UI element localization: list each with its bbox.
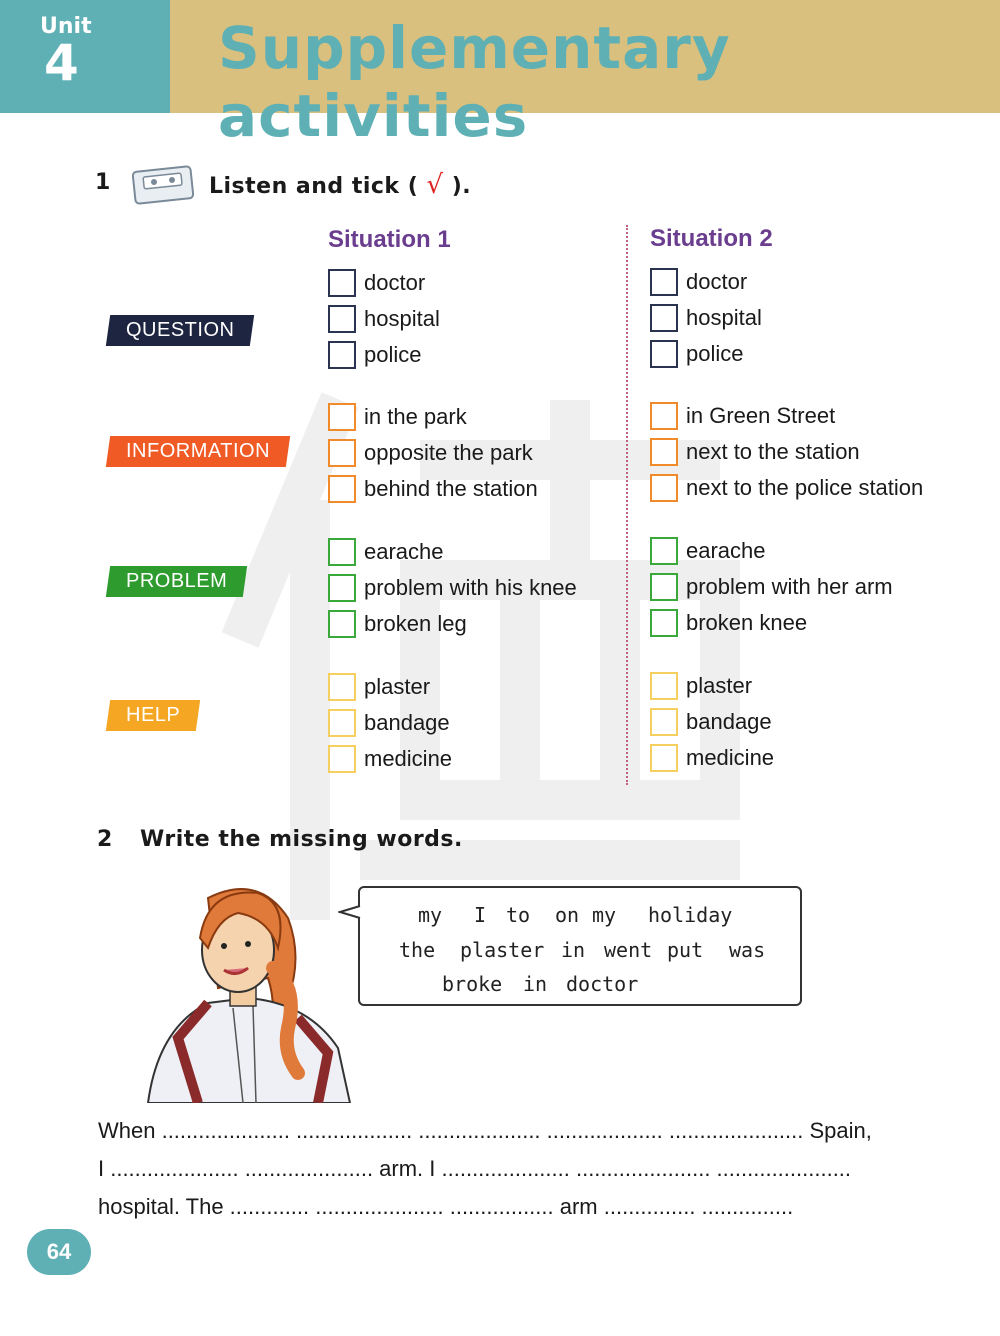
word-my: my bbox=[418, 903, 443, 927]
title-text-start: Listen and tick ( bbox=[209, 174, 419, 199]
word-i: I bbox=[474, 903, 487, 927]
unit-label: Unit bbox=[40, 14, 92, 39]
section1-number: 1 bbox=[95, 170, 111, 195]
s2-option-earache[interactable]: earache bbox=[650, 536, 766, 566]
speech-bubble-tail bbox=[338, 902, 362, 922]
checkbox[interactable] bbox=[328, 709, 356, 737]
checkbox[interactable] bbox=[650, 340, 678, 368]
s2-option-broken-knee[interactable]: broken knee bbox=[650, 608, 807, 638]
checkbox[interactable] bbox=[650, 474, 678, 502]
word-was: was bbox=[729, 938, 766, 962]
s1-option-police[interactable]: police bbox=[328, 340, 421, 370]
word-the: the bbox=[399, 938, 436, 962]
situation2-heading: Situation 2 bbox=[650, 225, 773, 252]
tag-problem: PROBLEM bbox=[106, 566, 248, 597]
s1-option-plaster[interactable]: plaster bbox=[328, 672, 430, 702]
checkbox[interactable] bbox=[328, 538, 356, 566]
word-went: went bbox=[604, 938, 653, 962]
checkbox[interactable] bbox=[650, 672, 678, 700]
checkbox[interactable] bbox=[328, 574, 356, 602]
page-title: Supplementary activities bbox=[218, 14, 731, 150]
s1-option-doctor[interactable]: doctor bbox=[328, 268, 425, 298]
checkbox[interactable] bbox=[650, 744, 678, 772]
situation1-heading: Situation 1 bbox=[328, 226, 451, 253]
checkbox[interactable] bbox=[650, 402, 678, 430]
word-plaster: plaster bbox=[460, 938, 545, 962]
tick-symbol: √ bbox=[426, 170, 444, 200]
checkbox[interactable] bbox=[328, 341, 356, 369]
checkbox[interactable] bbox=[328, 475, 356, 503]
s2-option-next-to-station[interactable]: next to the station bbox=[650, 437, 860, 467]
s1-option-behind-the-station[interactable]: behind the station bbox=[328, 474, 538, 504]
column-divider bbox=[626, 225, 628, 785]
checkbox[interactable] bbox=[650, 609, 678, 637]
word-in: in bbox=[561, 938, 586, 962]
word-doctor: doctor bbox=[566, 972, 639, 996]
word-to: to bbox=[506, 903, 531, 927]
tag-question: QUESTION bbox=[106, 315, 255, 346]
s2-option-doctor[interactable]: doctor bbox=[650, 267, 747, 297]
checkbox[interactable] bbox=[650, 438, 678, 466]
checkbox[interactable] bbox=[328, 610, 356, 638]
s1-option-broken-leg[interactable]: broken leg bbox=[328, 609, 467, 639]
unit-number: 4 bbox=[44, 34, 79, 92]
tag-help: HELP bbox=[106, 700, 201, 731]
checkbox[interactable] bbox=[650, 537, 678, 565]
checkbox[interactable] bbox=[328, 403, 356, 431]
checkbox[interactable] bbox=[328, 269, 356, 297]
s1-option-bandage[interactable]: bandage bbox=[328, 708, 450, 738]
word-my-2: my bbox=[592, 903, 617, 927]
checkbox[interactable] bbox=[328, 305, 356, 333]
title-bar bbox=[170, 0, 1000, 150]
fill-in-line-3[interactable]: hospital. The ............. ..................... ................. arm ............... ............... bbox=[98, 1194, 794, 1219]
section2-number: 2 bbox=[97, 827, 113, 852]
word-in-2: in bbox=[523, 972, 548, 996]
s2-option-hospital[interactable]: hospital bbox=[650, 303, 762, 333]
fill-in-line-1[interactable]: When ..................... ................... .................... ................... ...................... Spain, bbox=[98, 1118, 872, 1143]
word-put: put bbox=[667, 938, 704, 962]
checkbox[interactable] bbox=[650, 708, 678, 736]
s2-option-police[interactable]: police bbox=[650, 339, 743, 369]
unit-badge bbox=[0, 0, 170, 113]
tag-information: INFORMATION bbox=[106, 436, 290, 467]
fill-in-line-2[interactable]: I ..................... ..................... arm. I ..................... ...................... ...................... bbox=[98, 1156, 852, 1181]
s2-option-plaster[interactable]: plaster bbox=[650, 671, 752, 701]
checkbox[interactable] bbox=[650, 304, 678, 332]
word-on: on bbox=[555, 903, 580, 927]
s2-option-arm[interactable]: problem with her arm bbox=[650, 572, 893, 602]
s2-option-bandage[interactable]: bandage bbox=[650, 707, 772, 737]
cassette-tape-icon bbox=[130, 163, 196, 207]
s1-option-medicine[interactable]: medicine bbox=[328, 744, 452, 774]
word-broke: broke bbox=[442, 972, 503, 996]
section2-title: Write the missing words. bbox=[140, 827, 463, 852]
page-number: 64 bbox=[27, 1229, 91, 1275]
s2-option-next-to-police-station[interactable]: next to the police station bbox=[650, 473, 923, 503]
s1-option-knee[interactable]: problem with his knee bbox=[328, 573, 577, 603]
s1-option-opposite-the-park[interactable]: opposite the park bbox=[328, 438, 533, 468]
s2-option-medicine[interactable]: medicine bbox=[650, 743, 774, 773]
title-text-end: ). bbox=[451, 174, 472, 199]
checkbox[interactable] bbox=[650, 573, 678, 601]
section1-title bbox=[209, 170, 471, 200]
checkbox[interactable] bbox=[328, 673, 356, 701]
checkbox[interactable] bbox=[328, 439, 356, 467]
girl-illustration bbox=[138, 878, 353, 1103]
word-holiday: holiday bbox=[648, 903, 733, 927]
s1-option-hospital[interactable]: hospital bbox=[328, 304, 440, 334]
s2-option-green-street[interactable]: in Green Street bbox=[650, 401, 835, 431]
checkbox[interactable] bbox=[650, 268, 678, 296]
s1-option-earache[interactable]: earache bbox=[328, 537, 444, 567]
checkbox[interactable] bbox=[328, 745, 356, 773]
s1-option-in-the-park[interactable]: in the park bbox=[328, 402, 467, 432]
